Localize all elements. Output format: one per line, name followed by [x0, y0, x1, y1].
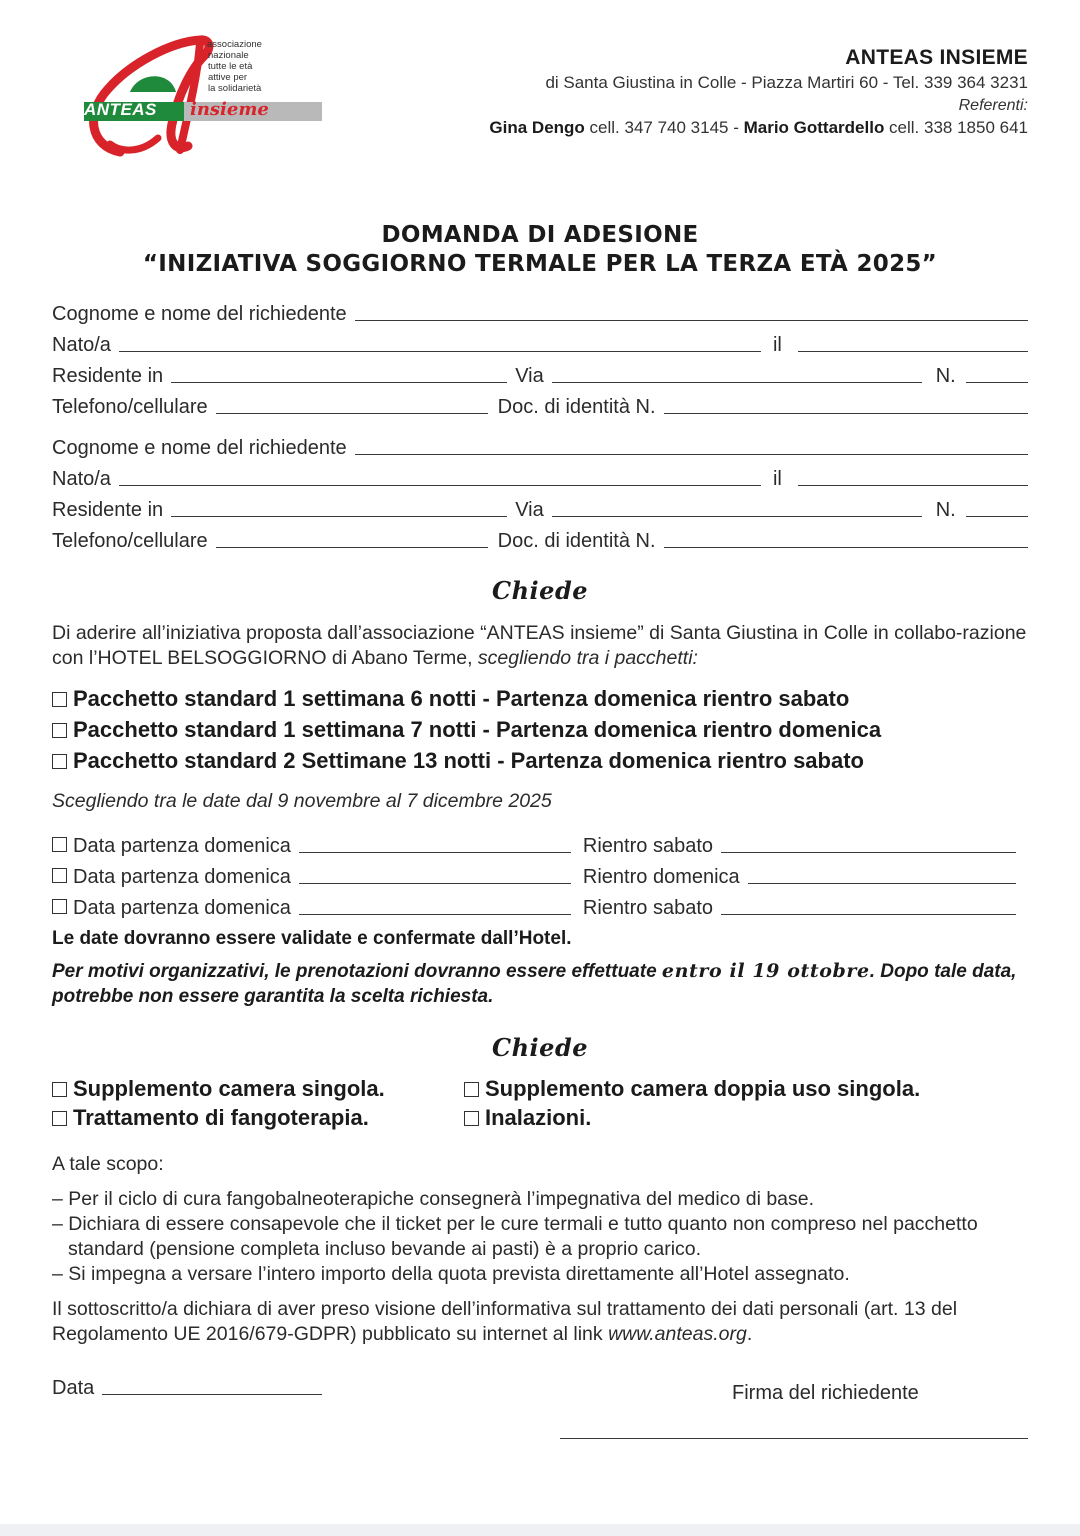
birthplace-field[interactable] — [119, 351, 761, 352]
departure-date-field[interactable] — [299, 852, 571, 853]
package-option-2[interactable]: Pacchetto standard 1 settimana 7 notti - Partenza domenica rientro domenica — [52, 717, 881, 743]
checkbox[interactable] — [52, 692, 67, 707]
condition-item: – Per il ciclo di cura fangobalneoterapiche consegnerà l’impegnativa del medico di base. — [52, 1188, 815, 1210]
departure-date-field[interactable] — [299, 883, 571, 884]
applicant-2-phone-row: Telefono/cellulare Doc. di identità N. — [52, 525, 1028, 553]
checkbox[interactable] — [52, 1111, 67, 1126]
checkbox[interactable] — [52, 899, 67, 914]
header-block — [489, 46, 1028, 138]
signature-field[interactable] — [560, 1438, 1028, 1439]
extra-mud-therapy[interactable]: Trattamento di fangoterapia. — [52, 1105, 369, 1131]
date-signature-row: Data — [52, 1372, 322, 1400]
package-option-1[interactable]: Pacchetto standard 1 settimana 6 notti - Partenza domenica rientro sabato — [52, 686, 849, 712]
street-number-field[interactable] — [966, 516, 1028, 517]
extra-inhalations[interactable]: Inalazioni. — [464, 1105, 591, 1131]
checkbox[interactable] — [52, 754, 67, 769]
date-option-1: Data partenza domenica Rientro sabato — [52, 830, 1016, 858]
checkbox[interactable] — [52, 1082, 67, 1097]
signature-date-field[interactable] — [102, 1394, 322, 1395]
condition-item: – Dichiara di essere consapevole che il ticket per le cure termali e tutto quanto non compreso nel pacchetto — [52, 1213, 978, 1235]
date-option-3: Data partenza domenica Rientro sabato — [52, 892, 1016, 920]
privacy-statement: Il sottoscritto/a dichiara di aver preso visione dell’informativa sul trattamento dei dati personali (art. 13 del Regolamento UE 2016/679-GDPR) pubblicato su internet al link www.anteas.org. — [52, 1298, 958, 1345]
checkbox[interactable] — [464, 1082, 479, 1097]
residence-field[interactable] — [171, 516, 507, 517]
return-date-field[interactable] — [748, 883, 1016, 884]
birthdate-field[interactable] — [798, 351, 1028, 352]
logo-tagline: associazione nazionale tutte le età attive per la solidarietà — [207, 39, 262, 94]
checkbox[interactable] — [52, 868, 67, 883]
departure-date-field[interactable] — [299, 914, 571, 915]
package-option-3[interactable]: Pacchetto standard 2 Settimane 13 notti - Partenza domenica rientro sabato — [52, 748, 864, 774]
return-date-field[interactable] — [721, 914, 1016, 915]
birthplace-field[interactable] — [119, 485, 761, 486]
org-name: ANTEAS INSIEME — [845, 46, 1028, 69]
checkbox[interactable] — [52, 837, 67, 852]
form-title: DOMANDA DI ADESIONE — [381, 222, 699, 248]
street-field[interactable] — [552, 382, 922, 383]
purpose-label: A tale scopo: — [52, 1153, 164, 1175]
deadline-note: Per motivi organizzativi, le prenotazioni dovranno essere effettuate entro il 19 ottobre. Dopo tale data, potrebbe non essere garantita la scelta richiesta. — [52, 960, 1017, 1007]
extra-single-room[interactable]: Supplemento camera singola. — [52, 1076, 385, 1102]
referents-contacts: Gina Dengo cell. 347 740 3145 - Mario Gottardello cell. 338 1850 641 — [489, 118, 1028, 137]
referents-label: Referenti: — [958, 97, 1028, 114]
intro-paragraph: Di aderire all’iniziativa proposta dall’associazione “ANTEAS insieme” di Santa Giustina in Colle in collabo-razione con l’HOTEL BELSOGGIORNO di Abano Terme, scegliendo tra i pacchetti: — [52, 622, 1027, 669]
name-field[interactable] — [355, 454, 1028, 455]
residence-field[interactable] — [171, 382, 507, 383]
section-extras-title: Chiede — [492, 1033, 588, 1062]
applicant-1-phone-row: Telefono/cellulare Doc. di identità N. — [52, 391, 1028, 419]
id-document-field[interactable] — [664, 547, 1028, 548]
street-number-field[interactable] — [966, 382, 1028, 383]
return-date-field[interactable] — [721, 852, 1016, 853]
date-option-2: Data partenza domenica Rientro domenica — [52, 861, 1016, 889]
org-address: di Santa Giustina in Colle - Piazza Martiri 60 - Tel. 339 364 3231 — [545, 73, 1028, 92]
condition-item-continued: standard (pensione completa incluso bevande ai pasti) è a proprio carico. — [68, 1238, 702, 1260]
dates-intro: Scegliendo tra le date dal 9 novembre al 7 dicembre 2025 — [52, 790, 552, 812]
checkbox[interactable] — [52, 723, 67, 738]
applicant-2-address-row: Residente in Via N. — [52, 494, 1028, 522]
logo-brand-sub: insieme — [190, 99, 269, 120]
privacy-link[interactable]: www.anteas.org — [608, 1323, 747, 1345]
logo-brand: ANTEAS — [84, 100, 157, 119]
phone-field[interactable] — [216, 413, 488, 414]
checkbox[interactable] — [464, 1111, 479, 1126]
applicant-1-name-row: Cognome e nome del richiedente — [52, 298, 1028, 326]
phone-field[interactable] — [216, 547, 488, 548]
applicant-2-birth-row: Nato/a il — [52, 463, 1028, 491]
applicant-1-birth-row: Nato/a il — [52, 329, 1028, 357]
signature-label: Firma del richiedente — [732, 1382, 919, 1404]
section-request-title: Chiede — [492, 576, 588, 605]
applicant-1-address-row: Residente in Via N. — [52, 360, 1028, 388]
name-field[interactable] — [355, 320, 1028, 321]
conditions-list — [52, 1187, 1032, 1287]
page-bottom-strip — [0, 1524, 1080, 1536]
applicant-2-name-row: Cognome e nome del richiedente — [52, 432, 1028, 460]
validation-note: Le date dovranno essere validate e confermate dall’Hotel. — [52, 928, 572, 949]
anteas-logo — [80, 34, 330, 158]
birthdate-field[interactable] — [798, 485, 1028, 486]
id-document-field[interactable] — [664, 413, 1028, 414]
street-field[interactable] — [552, 516, 922, 517]
form-subtitle: “INIZIATIVA SOGGIORNO TERMALE PER LA TERZA ETÀ 2025” — [142, 251, 938, 277]
extra-double-single-use[interactable]: Supplemento camera doppia uso singola. — [464, 1076, 920, 1102]
condition-item: – Si impegna a versare l’intero importo della quota prevista direttamente all’Hotel assegnato. — [52, 1263, 850, 1285]
